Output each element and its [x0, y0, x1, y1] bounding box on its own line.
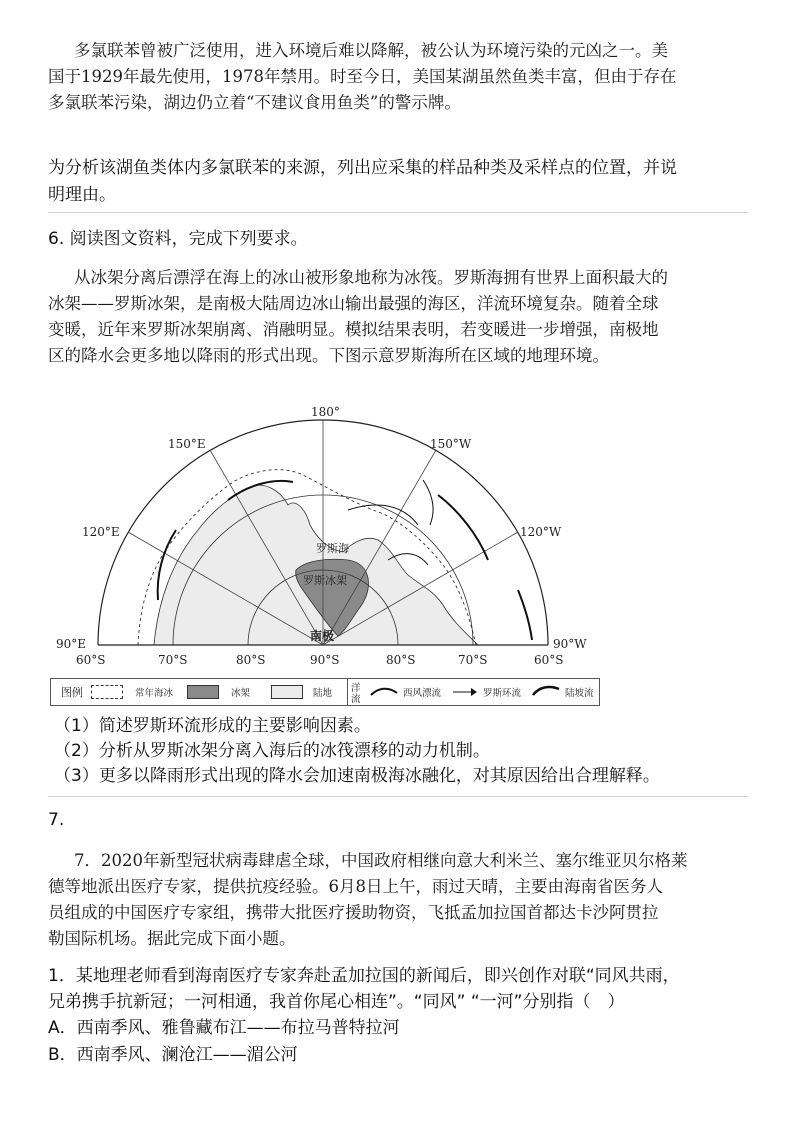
- q5-task-line-2: 明理由。: [48, 185, 116, 205]
- legend-sea-ice: 常年海冰: [135, 688, 174, 699]
- legend-slope-current: 陆坡流: [565, 688, 594, 699]
- legend-current-label-2: 流: [351, 694, 361, 705]
- legend-west-wind: 西风漂流: [403, 688, 442, 699]
- divider: [48, 212, 748, 213]
- lat-90s-label: 90°S: [310, 653, 340, 667]
- q7-paragraph-line-2: 德等地派出医疗专家，提供抗疫经验。6月8日上午，雨过天晴，主要由海南省医务人: [48, 877, 663, 896]
- q6-paragraph-line-3: 变暖，近年来罗斯冰架崩离、消融明显。模拟结果表明，若变暖进一步增强，南极地: [48, 320, 659, 339]
- q7-number: 7.: [48, 810, 65, 830]
- q6-subquestion-3: （3）更多以降雨形式出现的降水会加速南极海冰融化，对其原因给出合理解释。: [54, 766, 660, 786]
- legend-west-wind-arrow: [369, 685, 399, 699]
- ross-ice-shelf-label: 罗斯冰架: [303, 574, 347, 587]
- lat-70s-left-label: 70°S: [158, 653, 188, 667]
- q7-option-b: B．西南季风、澜沧江——湄公河: [48, 1045, 298, 1065]
- lat-70s-right-label: 70°S: [458, 653, 488, 667]
- lon-150e-label: 150°E: [168, 437, 206, 451]
- south-pole-label: 南极: [310, 629, 335, 643]
- map-legend: [50, 678, 600, 706]
- q7-question-1-line-2: 兄弟携手抗新冠；一河相通，我首你尾心相连”。“同风” “一河”分别指（ ）: [48, 992, 625, 1012]
- legend-slope-current-arrow: [531, 683, 561, 699]
- q6-paragraph-line-2: 冰架——罗斯冰架，是南极大陆周边冰山输出最强的海区，洋流环境复杂。随着全球: [48, 294, 659, 313]
- q7-paragraph-line-1: 7．2020年新型冠状病毒肆虐全球，中国政府相继向意大利米兰、塞尔维亚贝尔格莱: [74, 851, 688, 870]
- lon-90w-label: 90°W: [553, 637, 587, 651]
- legend-ice-shelf-swatch: [187, 685, 219, 699]
- lon-150w-label: 150°W: [430, 437, 472, 451]
- lat-60s-left-label: 60°S: [76, 653, 106, 667]
- lat-60s-right-label: 60°S: [534, 653, 564, 667]
- legend-land: 陆地: [313, 688, 333, 699]
- q7-option-a: A．西南季风、雅鲁藏布江——布拉马普特拉河: [48, 1018, 400, 1038]
- intro-line-3: 多氯联苯污染，湖边仍立着“不建议食用鱼类”的警示牌。: [48, 93, 461, 112]
- q6-paragraph-line-4: 区的降水会更多地以降雨的形式出现。下图示意罗斯海所在区域的地理环境。: [48, 346, 609, 365]
- legend-ross-gyre-arrow: [451, 685, 479, 699]
- lon-90e-label: 90°E: [56, 637, 87, 651]
- ross-sea-label: 罗斯海: [316, 542, 349, 555]
- lon-120w-label: 120°W: [520, 525, 562, 539]
- q7-paragraph-line-4: 勒国际机场。据此完成下面小题。: [48, 929, 296, 948]
- divider: [48, 796, 748, 797]
- ross-sea-map: [48, 400, 608, 668]
- q6-heading: 6. 阅读图文资料，完成下列要求。: [48, 229, 308, 249]
- legend-title: 图例: [61, 686, 83, 699]
- legend-ice-shelf: 冰架: [231, 688, 251, 699]
- q6-subquestion-1: （1）简述罗斯环流形成的主要影响因素。: [54, 716, 371, 736]
- lon-180-label: 180°: [311, 405, 340, 419]
- q7-question-1-line-1: 1．某地理老师看到海南医疗专家奔赴孟加拉国的新闻后，即兴创作对联“同风共雨，: [48, 966, 680, 986]
- q7-paragraph-line-3: 员组成的中国医疗专家组，携带大批医疗援助物资，飞抵孟加拉国首都达卡沙阿贯拉: [48, 903, 659, 922]
- q6-subquestion-2: （2）分析从罗斯冰架分离入海后的冰筏漂移的动力机制。: [54, 741, 490, 761]
- q6-paragraph-line-1: 从冰架分离后漂浮在海上的冰山被形象地称为冰筏。罗斯海拥有世界上面积最大的: [74, 268, 668, 287]
- lat-80s-left-label: 80°S: [236, 653, 266, 667]
- q5-task-line-1: 为分析该湖鱼类体内多氯联苯的来源，列出应采集的样品种类及采样点的位置，并说: [48, 158, 677, 178]
- legend-land-swatch: [271, 685, 303, 699]
- intro-line-1: 多氯联苯曾被广泛使用，进入环境后难以降解，被公认为环境污染的元凶之一。美: [74, 41, 668, 60]
- legend-current-label-1: 洋: [351, 683, 361, 694]
- legend-separator: [347, 679, 348, 705]
- lon-120e-label: 120°E: [82, 525, 120, 539]
- legend-ross-gyre: 罗斯环流: [483, 688, 522, 699]
- lat-80s-right-label: 80°S: [386, 653, 416, 667]
- legend-sea-ice-swatch: [91, 685, 123, 699]
- intro-line-2: 国于1929年最先使用，1978年禁用。时至今日，美国某湖虽然鱼类丰富，但由于存在: [48, 67, 677, 86]
